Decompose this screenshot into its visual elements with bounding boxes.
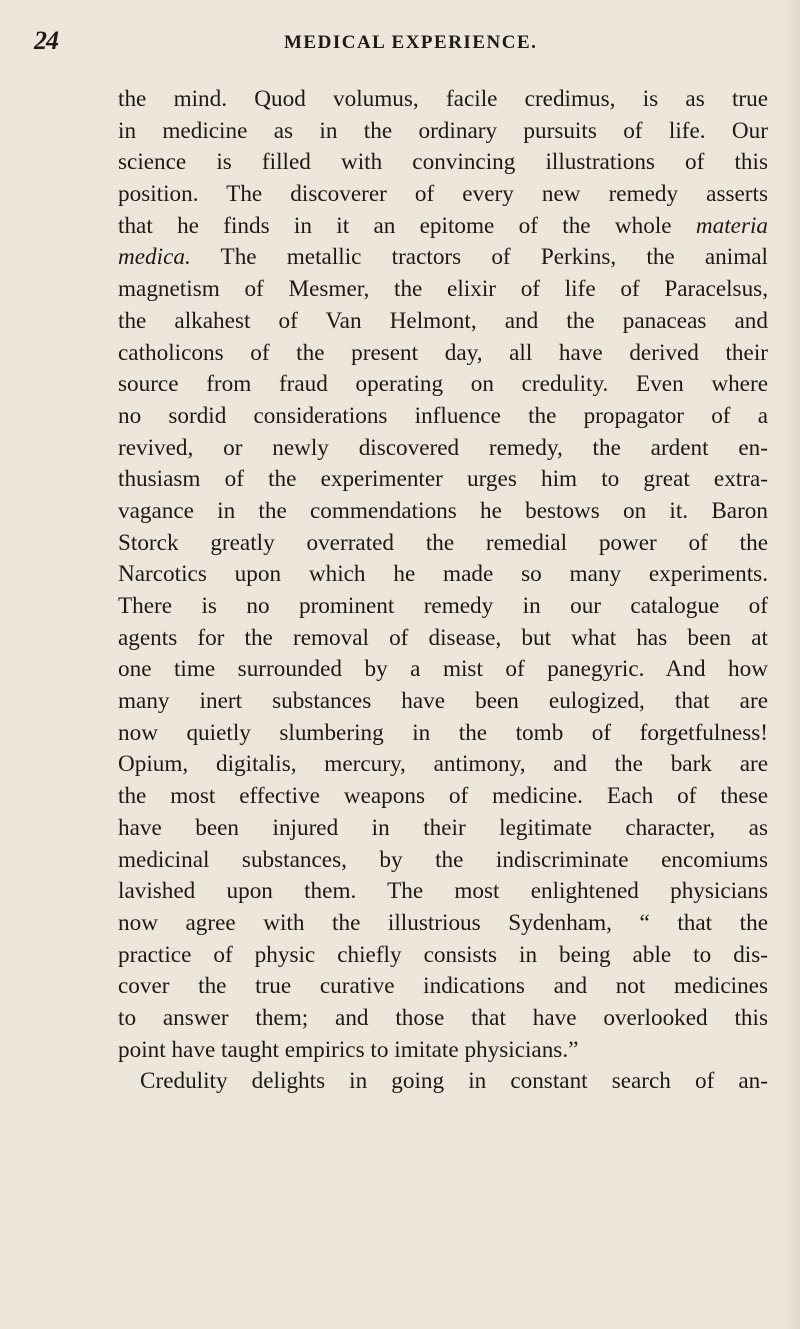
text-line-5-roman: that he finds in it an epitome of the whole <box>118 212 672 239</box>
text-line-8: the alkahest of Van Helmont, and the panaceas and <box>118 307 768 334</box>
text-line-30: to answer them; and those that have overlooked this <box>118 1004 768 1031</box>
text-line-15: Storck greatly overrated the remedial power of the <box>118 529 768 556</box>
page-header <box>34 26 754 58</box>
text-line-4: position. The discoverer of every new remedy asserts <box>118 181 768 208</box>
text-line-26: lavished upon them. The most enlightened physicians <box>118 878 768 905</box>
text-line-18: agents for the removal of disease, but what has been at <box>118 624 768 651</box>
text-line-6-roman: The metallic tractors of Perkins, the animal <box>220 244 768 271</box>
text-line-19: one time surrounded by a mist of panegyric. And how <box>118 656 768 683</box>
italic-term-materia: materia <box>695 212 769 239</box>
text-line-23: the most effective weapons of medicine. Each of these <box>118 783 768 810</box>
page-number: 24 <box>34 26 58 55</box>
text-line-21: now quietly slumbering in the tomb of forgetfulness! <box>118 719 768 746</box>
text-line-29: cover the true curative indications and not medicines <box>118 973 768 1000</box>
text-line-28: practice of physic chiefly consists in being able to dis- <box>118 941 768 968</box>
italic-term-medica: medica. <box>118 244 191 271</box>
text-line-32: Credulity delights in going in constant search of an- <box>140 1068 768 1095</box>
text-line-11: no sordid considerations influence the propagator of a <box>118 402 768 429</box>
text-line-25: medicinal substances, by the indiscriminate encomiums <box>118 846 768 873</box>
text-line-5 <box>118 211 768 243</box>
text-line-31: point have taught empirics to imitate physicians.” <box>118 1036 579 1063</box>
text-line-13: thusiasm of the experimenter urges him to great extra- <box>118 466 768 493</box>
text-line-6 <box>118 242 768 274</box>
text-line-1: the mind. Quod volumus, facile credimus, is as true <box>118 86 768 112</box>
text-line-10: source from fraud operating on credulity. Even where <box>118 371 768 398</box>
running-head: MEDICAL EXPERIENCE. <box>284 32 538 53</box>
body-text <box>118 84 768 1098</box>
text-line-17: There is no prominent remedy in our catalogue of <box>118 593 768 619</box>
text-line-27: now agree with the illustrious Sydenham, “ that the <box>118 909 768 936</box>
page-edge-shadow <box>786 0 800 1329</box>
text-line-2: in medicine as in the ordinary pursuits of life. Our <box>118 117 768 144</box>
text-line-20: many inert substances have been eulogized, that are <box>118 688 768 715</box>
text-line-22: Opium, digitalis, mercury, antimony, and the bark are <box>118 751 768 778</box>
text-line-7: magnetism of Mesmer, the elixir of life of Paracelsus, <box>118 276 768 303</box>
text-line-12: revived, or newly discovered remedy, the ardent en- <box>118 434 768 461</box>
text-line-14: vagance in the commendations he bestows on it. Baron <box>118 497 768 524</box>
text-line-3: science is filled with convincing illustrations of this <box>118 149 768 176</box>
text-line-16: Narcotics upon which he made so many experiments. <box>118 561 768 588</box>
text-line-9: catholicons of the present day, all have derived their <box>118 339 768 366</box>
text-line-24: have been injured in their legitimate character, as <box>118 814 768 841</box>
